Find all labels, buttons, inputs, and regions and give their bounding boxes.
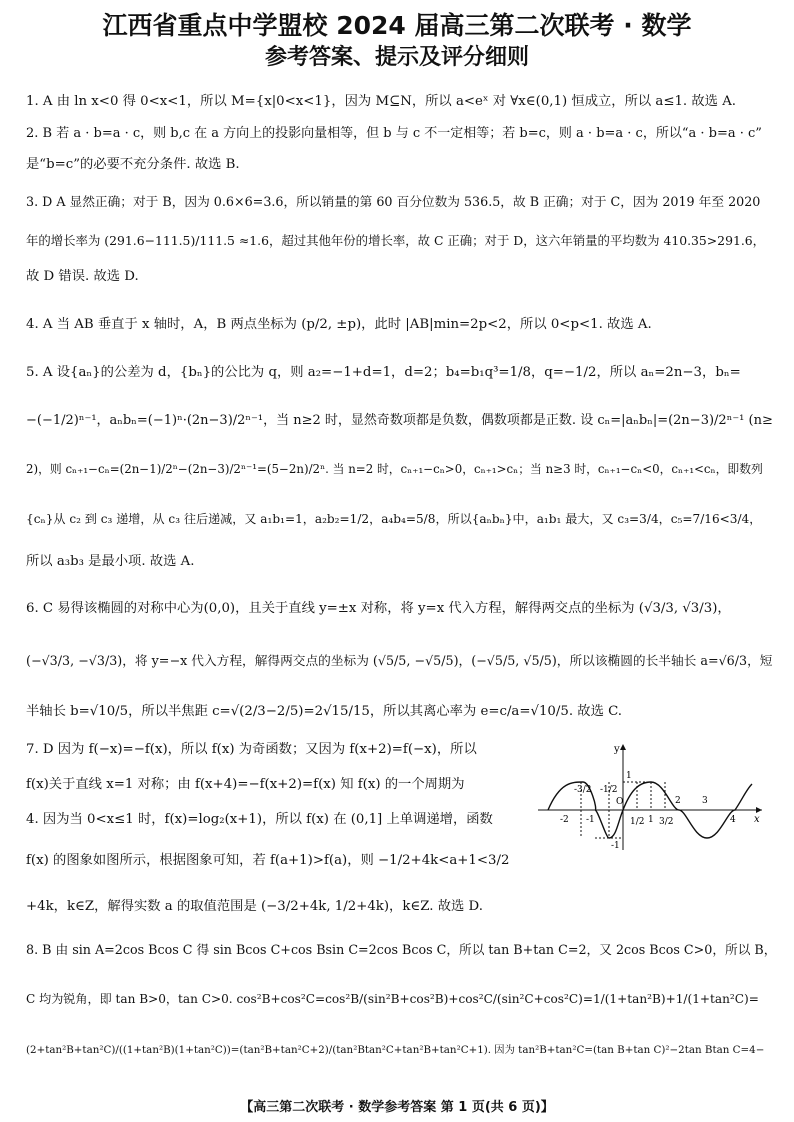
page-title: 江西省重点中学盟校 2024 届高三第二次联考 · 数学 [102,11,692,40]
function-graph [538,740,764,852]
answer-5-line-4: {cₙ}从 c₂ 到 c₃ 递增，从 c₃ 往后递减，又 a₁b₁=1，a₂b₂=1/2，a₄b₄=5/8，所以{aₙbₙ}中，a₁b₁ 最大，又 c₃=3/4，c₅=7/16<3/4， [26,512,762,526]
answer-3-line-1: 3. D A 显然正确；对于 B，因为 0.6×6=3.6，所以销量的第 60 百分位数为 536.5，故 B 正确；对于 C，因为 2019 年至 2020 [26,194,761,209]
answer-3-line-3: 故 D 错误. 故选 D. [26,269,139,284]
answer-5-line-5: 所以 a₃b₃ 是最小项. 故选 A. [26,554,195,569]
answer-7-line-3: 4. 因为当 0<x≤1 时，f(x)=log₂(x+1)，所以 f(x) 在 (0,1] 上单调递增，函数 [26,812,493,827]
page-subtitle: 参考答案、提示及评分细则 [264,45,529,70]
tick-2: 2 [675,796,681,806]
answer-6-line-1: 6. C 易得该椭圆的对称中心为(0,0)，且关于直线 y=±x 对称，将 y=x 代入方程，解得两交点的坐标为 (√3/3, √3/3)， [26,601,731,616]
tick-1-2: 1/2 [630,817,645,827]
tick-4: 4 [730,815,736,825]
answer-4-line-1: 4. A 当 AB 垂直于 x 轴时，A，B 两点坐标为 (p/2, ±p)，此时 |AB|min=2p<2，所以 0<p<1. 故选 A. [26,317,652,332]
y-axis-arrow [620,744,626,750]
answer-7-line-4: f(x) 的图象如图所示，根据图象可知，若 f(a+1)>f(a)，则 −1/2+4k<a+1<3/2 [26,853,510,868]
tick-y-1: 1 [626,771,632,781]
tick-neg-1-2: -1/2 [600,785,618,795]
answer-7-line-1: 7. D 因为 f(−x)=−f(x)，所以 f(x) 为奇函数；又因为 f(x+2)=f(−x)，所以 [26,742,477,757]
tick-neg-1: -1 [586,815,595,825]
tick-3-2: 3/2 [659,817,674,827]
origin-label: O [616,797,624,807]
x-axis-label: x [754,814,760,825]
answer-5-line-3: 2)，则 cₙ₊₁−cₙ=(2n−1)/2ⁿ−(2n−3)/2ⁿ⁻¹=(5−2n)/2ⁿ. 当 n=2 时，cₙ₊₁−cₙ>0，cₙ₊₁>cₙ；当 n≥3 时，cₙ₊₁−cₙ<0，cₙ₊₁<cₙ，即数列 [26,462,763,476]
answer-7-line-5: +4k，k∈Z，解得实数 a 的取值范围是 (−3/2+4k, 1/2+4k)，k∈Z. 故选 D. [26,899,483,914]
answer-8-line-1: 8. B 由 sin A=2cos Bcos C 得 sin Bcos C+cos Bsin C=2cos Bcos C，所以 tan B+tan C=2，又 2cos Bcos C>0，所以 B， [26,942,777,957]
answer-7-line-2: f(x)关于直线 x=1 对称；由 f(x+4)=−f(x+2)=f(x) 知 f(x) 的一个周期为 [26,777,465,792]
answer-2-line-2: 是“b=c”的必要不充分条件. 故选 B. [26,157,240,172]
answer-6-line-3: 半轴长 b=√10/5，所以半焦距 c=√(2/3−2/5)=2√15/15，所以其离心率为 e=c/a=√10/5. 故选 C. [26,704,623,719]
answer-6-line-2: (−√3/3, −√3/3)，将 y=−x 代入方程，解得两交点的坐标为 (√5/5, −√5/5)，(−√5/5, √5/5)，所以该椭圆的长半轴长 a=√6/3，短 [26,653,773,668]
tick-1: 1 [648,815,654,825]
answer-1-line-1: 1. A 由 ln x<0 得 0<x<1，所以 M={x|0<x<1}，因为 M⊆N，所以 a<eˣ 对 ∀x∈(0,1) 恒成立，所以 a≤1. 故选 A. [26,94,737,109]
answer-5-line-1: 5. A 设{aₙ}的公差为 d，{bₙ}的公比为 q，则 a₂=−1+d=1，d=2；b₄=b₁q³=1/8，q=−1/2，所以 aₙ=2n−3，bₙ= [26,365,741,380]
x-axis-arrow [756,807,762,813]
answer-3-line-2: 年的增长率为 (291.6−111.5)/111.5 ≈1.6，超过其他年份的增长率，故 C 正确；对于 D，这六年销量的平均数为 410.35>291.6， [26,233,766,248]
tick-3: 3 [702,796,708,806]
tick-neg-3-2: -3/2 [574,785,592,795]
answer-8-line-3: (2+tan²B+tan²C)/((1+tan²B)(1+tan²C))=(tan²B+tan²C+2)/(tan²Btan²C+tan²B+tan²C+1). 因为 tan²B+tan²C=(tan B+tan C)²−2tan Btan C=4− [26,1044,765,1056]
tick-y-neg1: -1 [611,841,620,851]
answer-2-line-1: 2. B 若 a · b=a · c，则 b,c 在 a 方向上的投影向量相等，但 b 与 c 不一定相等；若 b=c，则 a · b=a · c，所以“a · b=a · c” [26,126,762,141]
answer-8-line-2: C 均为锐角，即 tan B>0，tan C>0. cos²B+cos²C=cos²B/(sin²B+cos²B)+cos²C/(sin²C+cos²C)=1/(1+tan²B)+1/(1+tan²C)= [26,992,759,1006]
answer-5-line-2: −(−1/2)ⁿ⁻¹，aₙbₙ=(−1)ⁿ·(2n−3)/2ⁿ⁻¹，当 n≥2 时，显然奇数项都是负数，偶数项都是正数. 设 cₙ=|aₙbₙ|=(2n−3)/2ⁿ⁻¹ (n≥ [26,413,773,428]
page-footer: 【高三第二次联考 · 数学参考答案 第 1 页(共 6 页)】 [240,1100,554,1115]
y-axis-label: y [614,744,620,755]
tick-neg-2: -2 [560,815,569,825]
